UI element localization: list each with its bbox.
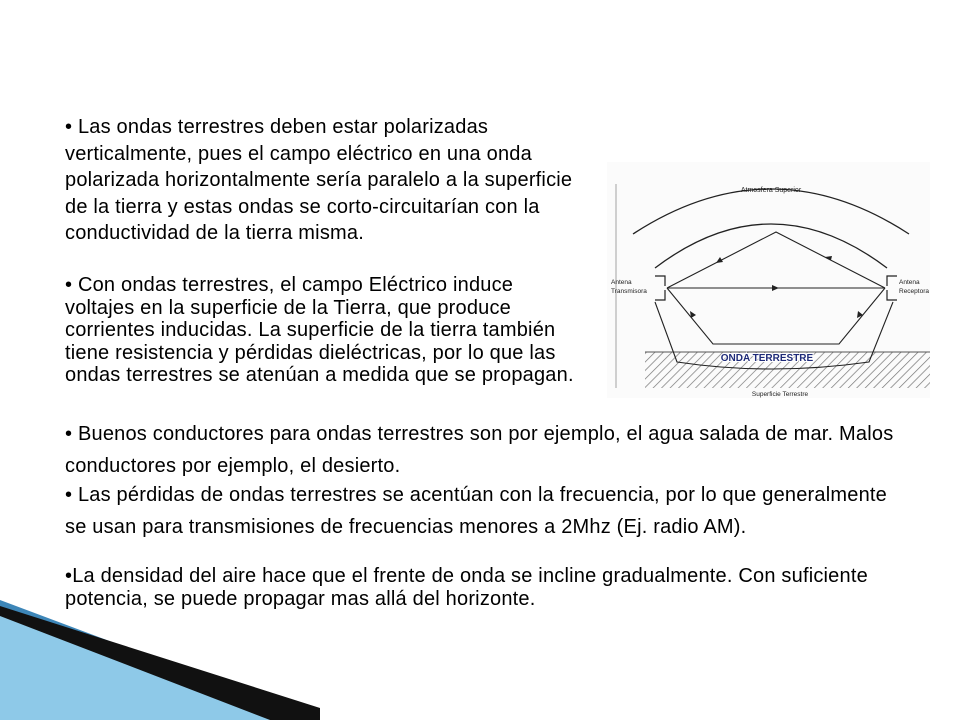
paragraph-good-conductors: • Buenos conductores para ondas terrestres son por ejemplo, el agua salada de mar. Malos conductores por ejemplo, el desierto. xyxy=(65,423,894,477)
paragraph-vertical-polarization: • Las ondas terrestres deben estar polarizadas verticalmente, pues el campo eléctrico en una onda polarizada horizontalmente sería paralelo a la superficie de la tierra y estas ondas se corto-circuitarían con la conductividad de la tierra misma. xyxy=(65,116,573,244)
paragraph-induced-currents: • Con ondas terrestres, el campo Eléctrico induce voltajes en la superficie de la Tierra, que produce corrientes inducidas. La superficie de la tierra también tiene resistencia y pérdidas dieléctricas, por lo que las ondas terrestres se atenúan a medida que se propagan. xyxy=(65,274,574,386)
tx-antenna-label-1: Antena xyxy=(611,279,632,286)
tx-antenna-label-2: Transmisora xyxy=(611,288,647,295)
rx-antenna-label-1: Antena xyxy=(899,279,920,286)
ground-wave-diagram xyxy=(607,162,930,398)
paragraph-frequency-losses: • Las pérdidas de ondas terrestres se acentúan con la frecuencia, por lo que generalmente se usan para transmisiones de frecuencias menores a 2Mhz (Ej. radio AM). xyxy=(65,484,887,538)
corner-decoration xyxy=(0,590,320,720)
upper-atmosphere-label: Atmosfera Superior xyxy=(740,187,802,194)
earth-surface-label: Superficie Terrestre xyxy=(751,391,809,398)
rx-antenna-label-2: Receptora xyxy=(899,288,929,295)
ground-wave-label: ONDA TERRESTRE xyxy=(720,353,814,364)
paragraph-air-density: •La densidad del aire hace que el frente de onda se incline gradualmente. Con suficiente potencia, se puede propagar mas allá del horizonte. xyxy=(65,565,868,610)
